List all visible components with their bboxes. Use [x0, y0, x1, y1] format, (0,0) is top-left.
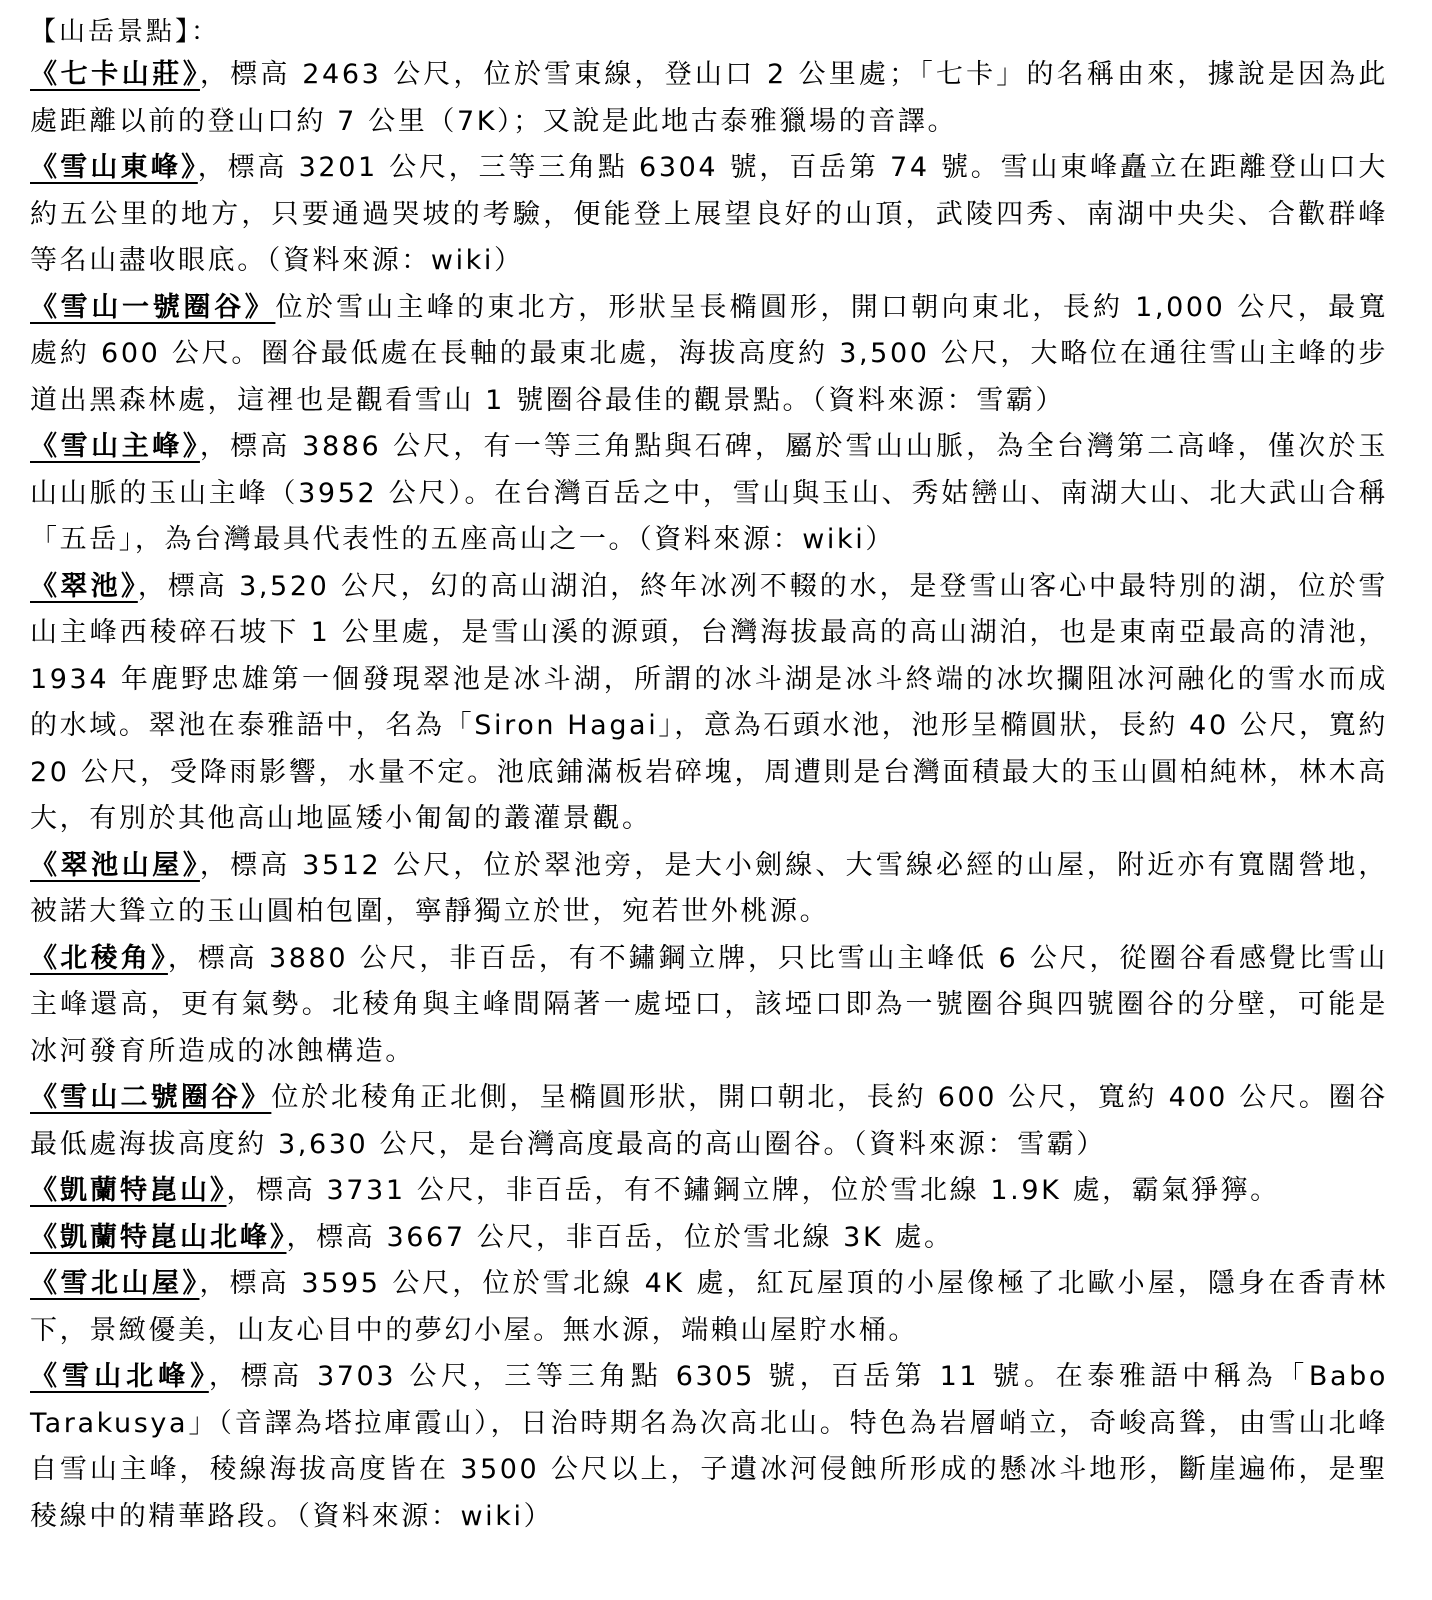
entry-title: 《雪山東峰》 [30, 152, 198, 183]
entry-kailante-mountain [30, 1168, 1388, 1215]
entry-title: 《七卡山莊》 [30, 59, 200, 90]
entry-title: 《翠池》 [30, 570, 138, 602]
entry-text: ，標高 3512 公尺，位於翠池旁，是大小劍線、大雪線必經的山屋，附近亦有寬闊營地，被諾大聳立的玉山圓柏包圍，寧靜獨立於世，宛若世外桃源。 [30, 849, 1389, 927]
entry-title: 《雪北山屋》 [30, 1268, 200, 1299]
entry-title: 《翠池山屋》 [30, 849, 200, 881]
entry-snow-main-peak [30, 424, 1388, 564]
entry-title: 《凱蘭特崑山》 [30, 1175, 227, 1206]
entry-text: ，標高 3731 公尺，非百岳，有不鏽鋼立牌，位於雪北線 1.9K 處，霸氣猙獰。 [226, 1175, 1280, 1206]
entry-text: ，標高 3886 公尺，有一等三角點與石碑，屬於雪山山脈，為全台灣第二高峰，僅次於玉山山脈的玉山主峰（3952 公尺）。在台灣百岳之中，雪山與玉山、秀姑巒山、南湖大山、北大武山合稱「五岳」，為台灣最具代表性的五座高山之一。（資料來源：wiki） [30, 431, 1389, 555]
entry-title: 《雪山二號圈谷》 [30, 1082, 272, 1113]
entry-cuichi-cabin [30, 843, 1388, 936]
entry-text: ，標高 2463 公尺，位於雪東線，登山口 2 公里處；「七卡」的名稱由來，據說是因為此處距離以前的登山口約 7 公里（7K）；又說是此地古泰雅獵場的音譯。 [30, 59, 1389, 137]
section-heading: 【山岳景點】： [30, 17, 221, 47]
entry-text: ，標高 3595 公尺，位於雪北線 4K 處，紅瓦屋頂的小屋像極了北歐小屋，隱身在香青林下，景緻優美，山友心目中的夢幻小屋。無水源，端賴山屋貯水桶。 [30, 1268, 1389, 1346]
entry-snow-north-peak [30, 1354, 1388, 1540]
entry-text: ，標高 3703 公尺，三等三角點 6305 號，百岳第 11 號。在泰雅語中稱為「Babo Tarakusya」（音譯為塔拉庫霞山），日治時期名為次高北山。特色為岩層峭立，奇峻高聳，由雪山北峰自雪山主峰，稜線海拔高度皆在 3500 公尺以上，子遺冰河侵蝕所形成的懸冰斗地形，斷崖遍佈，是聖稜線中的精華路段。（資料來源：wiki） [30, 1361, 1389, 1532]
entry-title: 《雪山一號圈谷》 [30, 291, 276, 323]
entry-text: 位於雪山主峰的東北方，形狀呈長橢圓形，開口朝向東北，長約 1,000 公尺，最寬處約 600 公尺。圈谷最低處在長軸的最東北處，海拔高度約 3,500 公尺，大略位在通往雪山主峰的步道出黑森林處，這裡也是觀看雪山 1 號圈谷最佳的觀景點。（資料來源：雪霸） [30, 291, 1388, 416]
entry-text: 位於北稜角正北側，呈橢圓形狀，開口朝北，長約 600 公尺，寬約 400 公尺。圈谷最低處海拔高度約 3,630 公尺，是台灣高度最高的高山圈谷。（資料來源：雪霸） [30, 1082, 1388, 1160]
entry-text: ，標高 3201 公尺，三等三角點 6304 號，百岳第 74 號。雪山東峰矗立在距離登山口大約五公里的地方，只要通過哭坡的考驗，便能登上展望良好的山頂，武陵四秀、南湖中央尖、合歡群峰等名山盡收眼底。（資料來源：wiki） [30, 152, 1389, 276]
entry-title: 《雪山北峰》 [30, 1361, 209, 1392]
entry-title: 《北稜角》 [30, 942, 168, 974]
entry-cuichi-pond [30, 564, 1388, 843]
entry-snow-north-cabin [30, 1261, 1388, 1354]
entry-text: ，標高 3667 公尺，非百岳，位於雪北線 3K 處。 [286, 1221, 954, 1253]
entry-cirque-one [30, 285, 1388, 425]
entry-north-ridge-horn [30, 936, 1388, 1076]
entry-kailante-north-peak [30, 1215, 1388, 1262]
entry-title: 《雪山主峰》 [30, 431, 200, 462]
entry-snow-east-peak [30, 145, 1388, 285]
entry-text: ，標高 3880 公尺，非百岳，有不鏽鋼立牌，只比雪山主峰低 6 公尺，從圈谷看感覺比雪山主峰還高，更有氣勢。北稜角與主峰間隔著一處埡口，該埡口即為一號圈谷與四號圈谷的分壁，可能是冰河發育所造成的冰蝕構造。 [30, 942, 1388, 1067]
entry-text: ，標高 3,520 公尺，幻的高山湖泊，終年冰冽不輟的水，是登雪山客心中最特別的湖，位於雪山主峰西稜碎石坡下 1 公里處，是雪山溪的源頭，台灣海拔最高的高山湖泊，也是東南亞最高的清池，1934 年鹿野忠雄第一個發現翠池是冰斗湖，所謂的冰斗湖是冰斗終端的冰坎攔阻冰河融化的雪水而成的水域。翠池在泰雅語中，名為「Siron Hagai」，意為石頭水池，池形呈橢圓狀，長約 40 公尺，寬約 20 公尺，受降雨影響，水量不定。池底鋪滿板岩碎塊，周遭則是台灣面積最大的玉山圓柏純林，林木高大，有別於其他高山地區矮小匍匐的叢灌景觀。 [30, 570, 1388, 834]
entry-cirque-two [30, 1075, 1388, 1168]
entry-title: 《凱蘭特崑山北峰》 [30, 1221, 287, 1253]
entry-qika-lodge [30, 52, 1388, 145]
